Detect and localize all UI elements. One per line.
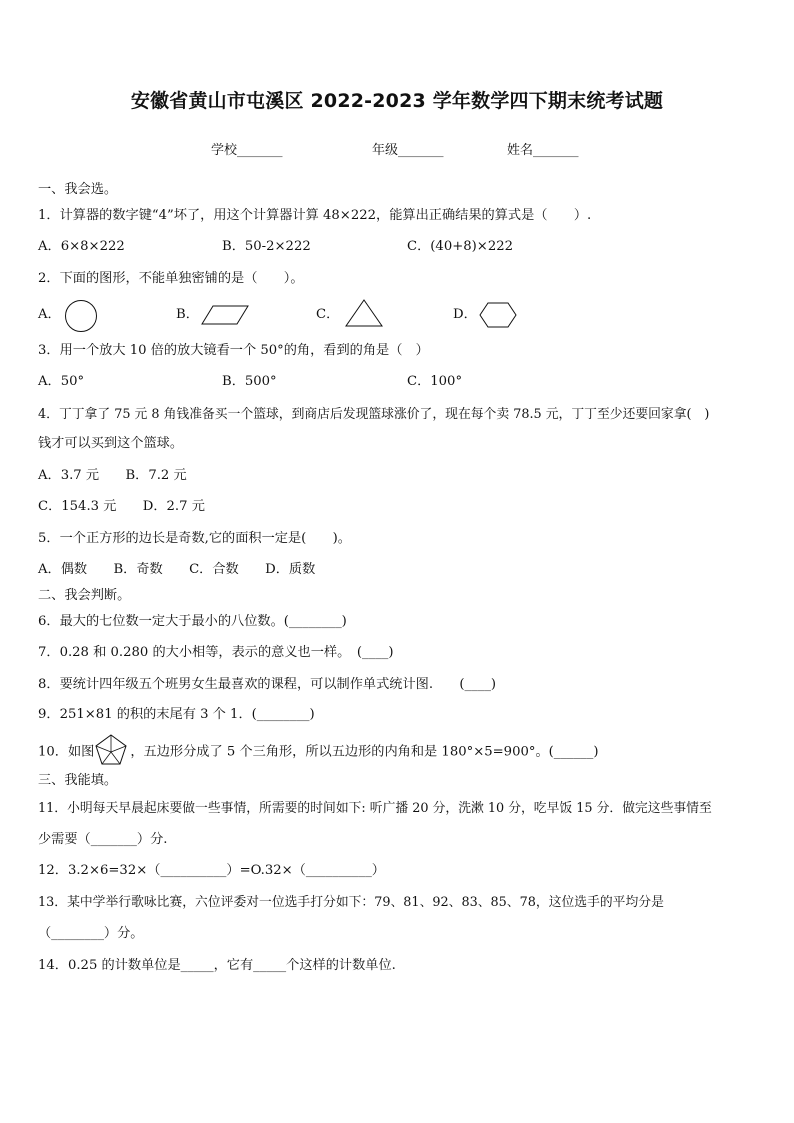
question-3: 3．用一个放大 10 倍的放大镜看一个 50°的角，看到的角是（ ）: [38, 343, 429, 358]
q3-option-a: A．50°: [38, 374, 85, 389]
section-heading-2: 二、我会判断。: [38, 588, 131, 603]
question-13-line-1: 13．某中学举行歌咏比赛，六位评委对一位选手打分如下：79、81、92、83、85、78，这位选手的平均分是: [38, 895, 664, 910]
question-14: 14．0.25 的计数单位是_____，它有_____个这样的计数单位.: [38, 958, 396, 973]
question-11-line-2: 少需要（_______）分.: [38, 832, 168, 847]
question-11-line-1: 11．小明每天早晨起床要做一些事情，所需要的时间如下: 听广播 20 分，洗漱 10 分，吃早饭 15 分．做完这些事情至: [38, 801, 712, 816]
name-field: 姓名_______: [507, 143, 579, 158]
q2-option-b: B．: [176, 307, 199, 322]
q4-options-cd: C．154.3 元 D．2.7 元: [38, 499, 205, 514]
q2-option-c: C．: [316, 307, 340, 322]
q2-option-a: A．: [38, 307, 61, 322]
question-8: 8．要统计四年级五个班男女生最喜欢的课程，可以制作单式统计图. (____): [38, 677, 497, 692]
q1-option-b: B．50-2×222: [222, 239, 311, 254]
q2-option-d: D．: [453, 307, 477, 322]
question-6: 6．最大的七位数一定大于最小的八位数。(________): [38, 614, 347, 629]
q10-text-after: ，五边形分成了 5 个三角形，所以五边形的内角和是 180°×5=900°。(______): [130, 744, 599, 760]
question-10: [38, 743, 599, 762]
question-4-line-2: 钱才可以买到这个篮球。: [38, 436, 184, 451]
section-heading-1: 一、我会选。: [38, 182, 118, 197]
question-2: 2．下面的图形，不能单独密铺的是（ ）。: [38, 271, 304, 286]
question-5: 5．一个正方形的边长是奇数,它的面积一定是( )。: [38, 531, 351, 546]
question-7: 7．0.28 和 0.280 的大小相等，表示的意义也一样。 (____): [38, 645, 394, 660]
question-9: 9．251×81 的积的末尾有 3 个 1．(________): [38, 707, 315, 722]
q1-option-a: A．6×8×222: [38, 239, 125, 254]
q1-option-c: C．(40+8)×222: [407, 239, 514, 254]
triangle-shape-icon: [344, 298, 384, 328]
question-13-line-2: （________）分。: [38, 926, 144, 941]
q3-option-c: C．100°: [407, 374, 463, 389]
q4-options-ab: A．3.7 元 B．7.2 元: [38, 468, 187, 483]
school-field: 学校_______: [211, 143, 283, 158]
page-title: 安徽省黄山市屯溪区 2022-2023 学年数学四下期末统考试题: [130, 90, 664, 112]
hexagon-shape-icon: [479, 301, 517, 329]
grade-field: 年级_______: [372, 143, 444, 158]
question-12: 12．3.2×6=32×（__________）=O.32×（__________）: [38, 863, 385, 878]
question-4-line-1: 4．丁丁拿了 75 元 8 角钱准备买一个篮球，到商店后发现篮球涨价了，现在每个卖 78.5 元，丁丁至少还要回家拿( ): [38, 407, 710, 422]
pentagon-figure-icon: [94, 733, 128, 767]
q10-text-before: 10．如图: [38, 744, 95, 760]
parallelogram-shape-icon: [201, 304, 249, 326]
question-1: 1．计算器的数字键“4”坏了，用这个计算器计算 48×222，能算出正确结果的算式是（ ）.: [38, 208, 592, 223]
circle-shape-icon: [64, 299, 98, 333]
q3-option-b: B．500°: [222, 374, 277, 389]
q5-options: A．偶数 B．奇数 C．合数 D．质数: [38, 562, 316, 577]
section-heading-3: 三、我能填。: [38, 773, 118, 788]
